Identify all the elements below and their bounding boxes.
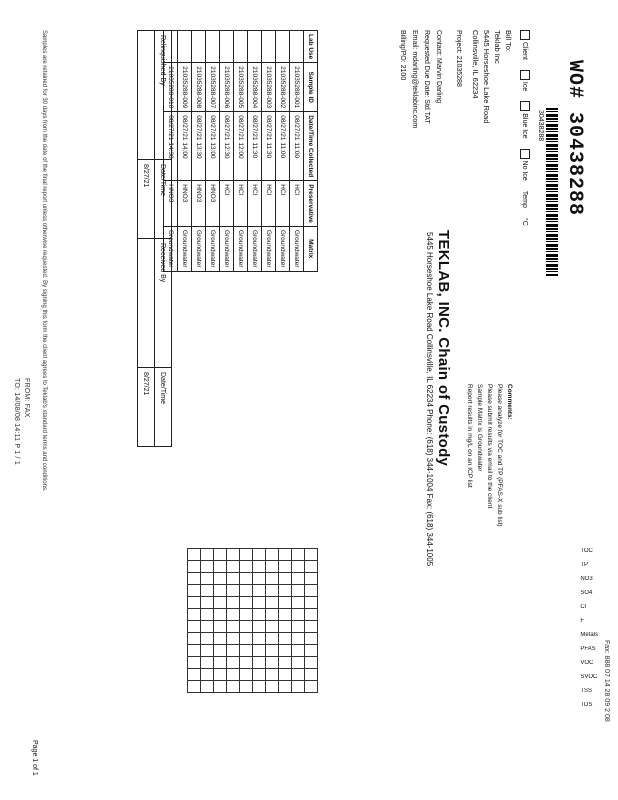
analysis-checkbox[interactable]: [292, 609, 305, 621]
analysis-checkbox[interactable]: [227, 561, 240, 573]
analysis-checkbox[interactable]: [240, 585, 253, 597]
analysis-checkbox[interactable]: [266, 585, 279, 597]
signature-row: [138, 31, 155, 447]
analysis-checkbox[interactable]: [266, 561, 279, 573]
analysis-checkbox[interactable]: [292, 561, 305, 573]
analysis-checkbox[interactable]: [240, 645, 253, 657]
analysis-checkbox[interactable]: [279, 597, 292, 609]
comment-line: Report results in mg/L on an ICP list: [466, 384, 473, 488]
analysis-checkbox[interactable]: [253, 657, 266, 669]
analysis-checkbox[interactable]: [240, 681, 253, 693]
project-value[interactable]: 21035288: [455, 55, 462, 87]
analysis-checkbox[interactable]: [201, 645, 214, 657]
footer-note: Samples are retained for 30 days from the date of the final report unless otherwise requested. By signing this form the client agrees to Teklab's standard terms and conditions.: [41, 30, 47, 492]
analysis-checkbox[interactable]: [188, 609, 201, 621]
grid-row: [214, 549, 227, 693]
analysis-checkbox[interactable]: [214, 561, 227, 573]
signature-table: [137, 30, 172, 447]
analysis-checkbox[interactable]: [279, 657, 292, 669]
analysis-checkbox[interactable]: [201, 669, 214, 681]
date-time-header: Date/Time: [155, 160, 172, 239]
samples-header-row: [304, 31, 318, 272]
analysis-checkbox[interactable]: [227, 549, 240, 561]
received-signature[interactable]: [138, 239, 155, 368]
analysis-checkbox[interactable]: [279, 561, 292, 573]
analysis-checkbox[interactable]: [253, 609, 266, 621]
analysis-checkbox[interactable]: [201, 681, 214, 693]
analysis-checkbox[interactable]: [266, 657, 279, 669]
analysis-checkbox[interactable]: [240, 669, 253, 681]
analysis-checkbox[interactable]: [253, 633, 266, 645]
analysis-checkbox[interactable]: [188, 585, 201, 597]
analysis-checkbox[interactable]: [253, 645, 266, 657]
analysis-checkbox[interactable]: [253, 561, 266, 573]
analysis-checkbox[interactable]: [279, 633, 292, 645]
analysis-checkbox[interactable]: [279, 573, 292, 585]
analysis-checkbox[interactable]: [292, 573, 305, 585]
analysis-checkbox[interactable]: [214, 645, 227, 657]
analysis-checkbox[interactable]: [214, 681, 227, 693]
table-row: 21035288-007 08/27/21 13:00 HNO3 Groundwater: [206, 31, 220, 272]
analysis-checkbox[interactable]: [188, 549, 201, 561]
analysis-checkbox[interactable]: [214, 609, 227, 621]
analysis-checkbox[interactable]: [305, 621, 318, 633]
analysis-checkbox[interactable]: [253, 573, 266, 585]
comment-line: Please analyze for TOC and TP (PFAS-X sub list): [496, 384, 503, 527]
analysis-checkbox[interactable]: [292, 633, 305, 645]
analysis-label: Metals: [580, 632, 598, 638]
table-row: 21035288-008 08/27/21 13:30 HNO3 Groundwater: [192, 31, 206, 272]
analysis-checkbox[interactable]: [240, 633, 253, 645]
samples-table: [163, 30, 318, 272]
table-row: 21035288-010 08/27/21 14:30 HNO3 Groundwater: [164, 31, 178, 272]
comments-block: [464, 384, 514, 530]
analysis-checkbox[interactable]: [188, 573, 201, 585]
billing-field: [399, 30, 406, 80]
billing-value[interactable]: 2100: [399, 64, 406, 81]
contact-field: [435, 30, 442, 103]
analysis-checkbox[interactable]: [201, 657, 214, 669]
analysis-checkbox[interactable]: [279, 669, 292, 681]
analysis-label: NO3: [580, 576, 593, 582]
analysis-label: TDS: [580, 702, 593, 708]
email-field: [411, 30, 418, 128]
comment-line: Please submit results via email to the client: [486, 384, 493, 509]
analysis-checkbox[interactable]: [201, 633, 214, 645]
check-ice[interactable]: Ice: [520, 70, 530, 91]
temp-label: Temp: [521, 190, 529, 208]
analysis-checkbox[interactable]: [240, 621, 253, 633]
analysis-checkbox[interactable]: [240, 657, 253, 669]
col-lab-use: Lab Use: [304, 31, 318, 63]
analysis-checkbox[interactable]: [305, 609, 318, 621]
analysis-checkbox[interactable]: [227, 597, 240, 609]
table-row: 21035288-003 08/27/21 11:30 HCl Groundwater: [262, 31, 276, 272]
email-value[interactable]: mdarling@teklabinc.com: [411, 51, 418, 129]
lab-address: 5445 Horseshoe Lake Road Collinsville, IL 62234 Phone: (618) 344-1004 Fax: (618) 344-1005: [425, 232, 434, 567]
grid-row: [305, 549, 318, 693]
fax-header: Fax: 888 07 14 28 09 2 08: [603, 640, 610, 722]
analysis-label: F: [580, 618, 584, 624]
contact-label: Contact:: [435, 30, 442, 57]
analysis-checkbox[interactable]: [253, 669, 266, 681]
grid-row: [266, 549, 279, 693]
analysis-checkbox[interactable]: [201, 573, 214, 585]
grid-row: [201, 549, 214, 693]
grid-row: [240, 549, 253, 693]
analysis-checkbox[interactable]: [305, 669, 318, 681]
bill-to-line2: 5445 Horseshoe Lake Road: [482, 30, 491, 124]
analysis-checkbox[interactable]: [188, 645, 201, 657]
analysis-checkbox[interactable]: [188, 597, 201, 609]
analysis-checkbox[interactable]: [305, 597, 318, 609]
date-time-header: Date/Time: [155, 368, 172, 447]
relinquished-signature[interactable]: [138, 31, 155, 160]
analysis-checkbox[interactable]: [292, 669, 305, 681]
analysis-checkbox[interactable]: [266, 549, 279, 561]
grid-row: [279, 549, 292, 693]
grid-row: [292, 549, 305, 693]
analysis-checkbox[interactable]: [266, 609, 279, 621]
analysis-checkbox-grid: [187, 548, 318, 693]
analysis-checkbox[interactable]: [305, 657, 318, 669]
analysis-label: PFAS: [580, 646, 596, 652]
table-row: 21035288-009 08/27/21 14:00 HNO3 Groundwater: [178, 31, 192, 272]
analysis-checkbox[interactable]: [201, 621, 214, 633]
grid-row: [188, 549, 201, 693]
analysis-checkbox[interactable]: [188, 621, 201, 633]
grid-row: [253, 549, 266, 693]
analysis-checkbox[interactable]: [227, 681, 240, 693]
table-row: 21035288-006 08/27/21 12:30 HCl Groundwater: [220, 31, 234, 272]
degree-label: °C: [521, 217, 529, 226]
analysis-checkbox[interactable]: [214, 597, 227, 609]
analysis-checkbox[interactable]: [227, 633, 240, 645]
analysis-label: SVOC: [580, 674, 598, 680]
analysis-checkbox[interactable]: [240, 549, 253, 561]
analysis-checkbox[interactable]: [266, 597, 279, 609]
analysis-checkbox[interactable]: [214, 621, 227, 633]
top-checkboxes: [520, 30, 530, 226]
comments-label: Comments:: [506, 384, 513, 420]
col-preservative: Preservative: [304, 181, 318, 227]
analysis-label: Cl: [580, 604, 586, 610]
requested-field: [423, 30, 430, 124]
work-order-id: 30438288: [537, 110, 544, 142]
contact-value[interactable]: Marvin Darling: [435, 58, 442, 104]
analysis-checkbox[interactable]: [253, 681, 266, 693]
requested-value[interactable]: Std TAT: [423, 99, 430, 124]
bill-to-label: Bill To:: [504, 30, 513, 52]
check-client[interactable]: Client: [520, 30, 530, 60]
analysis-checkbox[interactable]: [279, 681, 292, 693]
analysis-checkbox[interactable]: [266, 621, 279, 633]
barcode: [546, 108, 558, 276]
side-line-2: TO: 14/08/08 14:11 P 1 / 1: [13, 378, 20, 465]
analysis-checkbox[interactable]: [227, 609, 240, 621]
analysis-checkbox[interactable]: [240, 609, 253, 621]
analysis-checkbox[interactable]: [305, 633, 318, 645]
analysis-label: VOC: [580, 660, 594, 666]
col-matrix: Matrix: [304, 226, 318, 271]
analysis-checkbox[interactable]: [227, 645, 240, 657]
analysis-checkbox[interactable]: [292, 645, 305, 657]
work-order-number: WO# 30438288: [563, 60, 586, 217]
table-row: 21035288-004 08/27/21 11:30 HCl Groundwater: [248, 31, 262, 272]
requested-label: Requested Due Date:: [423, 30, 430, 98]
analysis-checkbox[interactable]: [305, 549, 318, 561]
analysis-label: TP: [580, 562, 588, 568]
analysis-checkbox[interactable]: [214, 669, 227, 681]
table-row: 21035288-001 08/27/21 11:00 HCl Groundwater: [290, 31, 304, 272]
analysis-checkbox[interactable]: [240, 561, 253, 573]
analysis-checkbox[interactable]: [266, 573, 279, 585]
bill-to-line3: Collinsville, IL 62234: [471, 30, 480, 99]
analysis-checkbox[interactable]: [292, 657, 305, 669]
email-label: Email:: [411, 30, 418, 50]
analysis-checkbox[interactable]: [188, 669, 201, 681]
analysis-checkbox[interactable]: [227, 585, 240, 597]
analysis-checkbox[interactable]: [292, 585, 305, 597]
analysis-labels: [580, 548, 598, 714]
analysis-checkbox[interactable]: [266, 669, 279, 681]
analysis-checkbox[interactable]: [214, 657, 227, 669]
analysis-checkbox[interactable]: [201, 561, 214, 573]
comment-line: Sample Matrix is Groundwater: [476, 384, 483, 472]
form-title: TEKLAB, INC. Chain of Custody: [435, 230, 452, 467]
analysis-checkbox[interactable]: [253, 585, 266, 597]
analysis-checkbox[interactable]: [279, 549, 292, 561]
check-no-ice[interactable]: No Ice: [520, 149, 530, 181]
analysis-checkbox[interactable]: [201, 549, 214, 561]
project-field: [455, 30, 462, 87]
analysis-checkbox[interactable]: [292, 549, 305, 561]
bill-to-line1: Teklab Inc: [493, 30, 502, 64]
analysis-checkbox[interactable]: [214, 585, 227, 597]
analysis-checkbox[interactable]: [279, 585, 292, 597]
analysis-checkbox[interactable]: [214, 633, 227, 645]
analysis-checkbox[interactable]: [253, 549, 266, 561]
bill-to-block: [470, 30, 514, 123]
analysis-checkbox[interactable]: [292, 681, 305, 693]
analysis-checkbox[interactable]: [305, 585, 318, 597]
analysis-checkbox[interactable]: [227, 621, 240, 633]
table-row: 21035288-002 08/27/21 11:00 HCl Groundwater: [276, 31, 290, 272]
relinquished-date[interactable]: 8/27/21: [138, 160, 155, 239]
analysis-checkbox[interactable]: [305, 561, 318, 573]
col-date-time: Date/Time Collected: [304, 112, 318, 181]
received-date[interactable]: 8/27/21: [138, 368, 155, 447]
check-blue-ice[interactable]: Blue Ice: [520, 101, 530, 138]
analysis-checkbox[interactable]: [266, 681, 279, 693]
relinquished-header: Relinquished By: [155, 31, 172, 160]
analysis-checkbox[interactable]: [279, 645, 292, 657]
table-row: 21035288-005 08/27/21 12:00 HCl Groundwater: [234, 31, 248, 272]
col-sample-id: Sample ID: [304, 63, 318, 112]
analysis-checkbox[interactable]: [279, 609, 292, 621]
analysis-checkbox[interactable]: [305, 681, 318, 693]
analysis-checkbox[interactable]: [227, 669, 240, 681]
analysis-label: TSS: [580, 688, 592, 694]
analysis-label: TOC: [580, 548, 593, 554]
analysis-checkbox[interactable]: [279, 621, 292, 633]
analysis-checkbox[interactable]: [266, 645, 279, 657]
analysis-checkbox[interactable]: [201, 585, 214, 597]
analysis-label: SO4: [580, 590, 593, 596]
analysis-checkbox[interactable]: [240, 573, 253, 585]
page-number: Page 1 of 1: [31, 740, 38, 776]
analysis-checkbox[interactable]: [201, 597, 214, 609]
signature-header-row: [155, 31, 172, 447]
side-line-1: FROM: FAX: [23, 378, 30, 418]
project-label: Project:: [455, 30, 462, 54]
analysis-checkbox[interactable]: [253, 597, 266, 609]
analysis-checkbox[interactable]: [227, 657, 240, 669]
analysis-checkbox[interactable]: [188, 657, 201, 669]
analysis-checkbox[interactable]: [305, 573, 318, 585]
grid-row: [227, 549, 240, 693]
analysis-checkbox[interactable]: [201, 609, 214, 621]
analysis-checkbox[interactable]: [266, 633, 279, 645]
analysis-checkbox[interactable]: [214, 549, 227, 561]
analysis-checkbox[interactable]: [253, 621, 266, 633]
analysis-checkbox[interactable]: [292, 621, 305, 633]
analysis-checkbox[interactable]: [227, 573, 240, 585]
billing-label: Billing/PO:: [399, 30, 406, 63]
analysis-checkbox[interactable]: [188, 561, 201, 573]
analysis-checkbox[interactable]: [292, 597, 305, 609]
analysis-checkbox[interactable]: [188, 633, 201, 645]
analysis-checkbox[interactable]: [214, 573, 227, 585]
analysis-checkbox[interactable]: [188, 681, 201, 693]
analysis-checkbox[interactable]: [305, 645, 318, 657]
received-header: Received By: [155, 239, 172, 368]
analysis-checkbox[interactable]: [240, 597, 253, 609]
